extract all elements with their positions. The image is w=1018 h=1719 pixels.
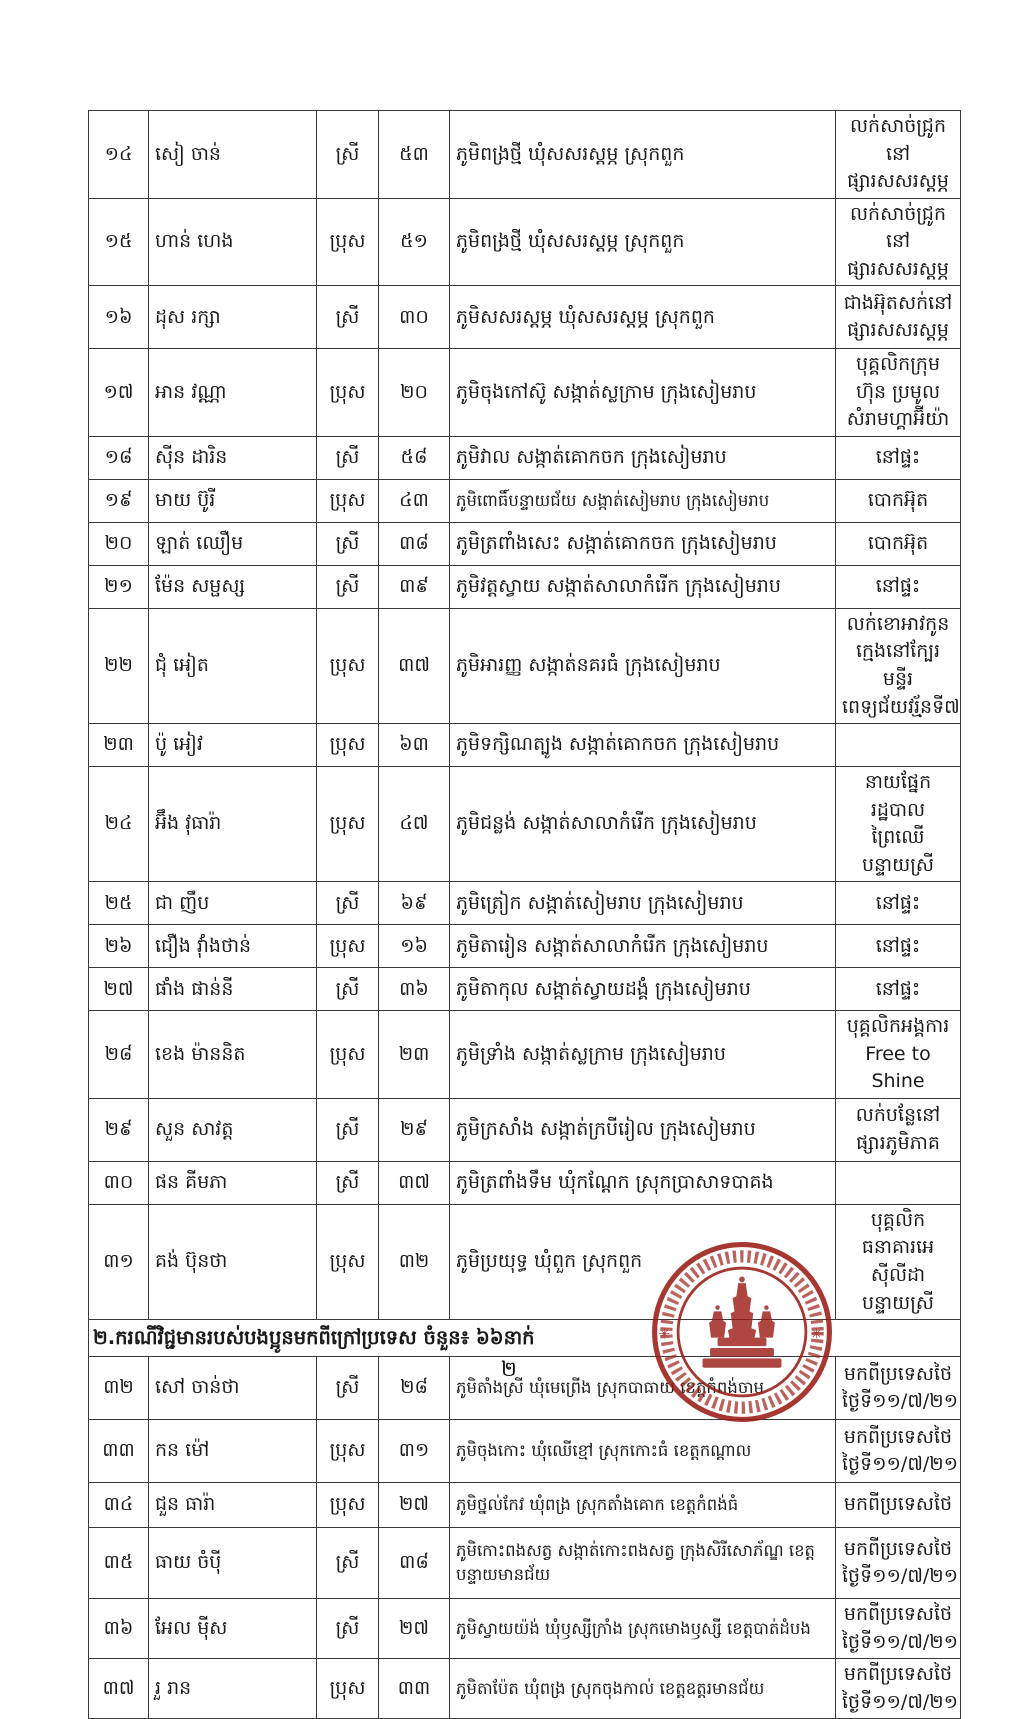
table-row [89,111,961,199]
person-remark: មកពីប្រទេសថៃ ថ្ងៃទី១១/៧/២១ [836,1357,961,1420]
row-number: ៣២ [89,1357,149,1420]
row-number: ២៤ [89,767,149,882]
person-name: សួន សាវត្ត [149,1098,317,1161]
row-number: ១៧ [89,349,149,437]
person-name: ស៊ីន ដារិន [149,436,317,479]
person-name: កន ម៉ៅ [149,1420,317,1483]
person-address: ភូមិពង្រថ្មី ឃុំសសរស្ដម្ភ ស្រុកពួក [450,198,836,286]
table-row [89,1528,961,1599]
person-name: ជឿង វ៉ាំងថាន់ [149,925,317,968]
table-row [89,1659,961,1719]
person-sex: ប្រុស [317,1483,379,1528]
stamp-star-right: ✳ [810,1326,823,1343]
person-sex: ប្រុស [317,1420,379,1483]
person-address: ភូមិត្រៀក សង្កាត់សៀមរាប ក្រុងសៀមរាប [450,882,836,925]
person-address: ភូមិពង្រថ្មី ឃុំសសរស្ដម្ភ ស្រុកពួក [450,111,836,199]
person-age: ៤៧ [379,767,450,882]
row-number: ២៣ [89,724,149,767]
table-row [89,1161,961,1204]
person-age: ៣៨ [379,1528,450,1599]
row-number: ១៩ [89,479,149,522]
table-row [89,1599,961,1659]
row-number: ២២ [89,608,149,723]
table-row [89,608,961,723]
person-address: ភូមិអារញ្ញ សង្កាត់នគរធំ ក្រុងសៀមរាប [450,608,836,723]
person-name: សៅ ចាន់ថា [149,1357,317,1420]
person-age: ២៨ [379,1357,450,1420]
stamp-star-left: ✳ [658,1326,671,1343]
row-number: ៣៤ [89,1483,149,1528]
person-sex: ស្រី [317,1528,379,1599]
person-address: ភូមិក្រសាំង សង្កាត់ក្របីរៀល ក្រុងសៀមរាប [450,1098,836,1161]
section-title: ២.ករណីវិជ្ជមានរបស់បងប្អូនមកពីក្រៅប្រទេស ចំនួន៖ ៦៦នាក់ [89,1320,961,1357]
row-number: ២៩ [89,1098,149,1161]
person-age: ៣៣ [379,1659,450,1719]
person-sex: ស្រី [317,1098,379,1161]
person-name: ដុស រក្សា [149,286,317,349]
person-age: ៣៩ [379,565,450,608]
person-age: ៥៨ [379,436,450,479]
person-remark: នៅផ្ទះ [836,968,961,1011]
person-age: ៣២ [379,1204,450,1319]
table-row [89,479,961,522]
person-sex: ស្រី [317,968,379,1011]
person-name: អាន វណ្ណា [149,349,317,437]
person-remark [836,724,961,767]
row-number: ៣៥ [89,1528,149,1599]
person-remark: នាយផ្នែករដ្ឋបាល ព្រៃឈើបន្ទាយស្រី [836,767,961,882]
person-address: ភូមិត្រពាំងទឹម ឃុំកណ្ដែក ស្រុកប្រាសាទបាគង [450,1161,836,1204]
person-remark: នៅផ្ទះ [836,436,961,479]
row-number: ២៧ [89,968,149,1011]
row-number: ១៦ [89,286,149,349]
table-row [89,1483,961,1528]
person-name: មាយ ប៊ូរី [149,479,317,522]
row-number: ១៥ [89,198,149,286]
person-remark [836,1161,961,1204]
person-sex: ស្រី [317,522,379,565]
person-remark: បោកអ៊ុត [836,522,961,565]
table-row [89,522,961,565]
person-name: អ៊ឹង វុធារ៉ា [149,767,317,882]
person-age: ៦៣ [379,724,450,767]
person-age: ២០ [379,349,450,437]
table-row [89,1420,961,1483]
person-name: ហាន់ ហេង [149,198,317,286]
person-address: ភូមិទក្សិណត្បូង សង្កាត់គោកចក ក្រុងសៀមរាប [450,724,836,767]
person-sex: ប្រុស [317,724,379,767]
section-header-row [89,1320,961,1357]
person-address: ភូមិចុងកោះ ឃុំឈើខ្មៅ ស្រុកកោះធំ ខេត្តកណ្ដាល [450,1420,836,1483]
person-address: ភូមិតារៀន សង្កាត់សាលាកំរើក ក្រុងសៀមរាប [450,925,836,968]
row-number: ២១ [89,565,149,608]
person-remark: មកពីប្រទេសថៃ [836,1483,961,1528]
person-age: ២៣ [379,1011,450,1099]
person-sex: ប្រុស [317,608,379,723]
person-name: ផាំង ផាន់នី [149,968,317,1011]
person-name: ផន គីមភា [149,1161,317,1204]
person-age: ២៩ [379,1098,450,1161]
person-address: ភូមិថ្នល់កែវ ឃុំពង្រ ស្រុកតាំងគោក ខេត្តកំពង់ធំ [450,1483,836,1528]
person-sex: ស្រី [317,1599,379,1659]
person-address: ភូមិត្រពាំងសេះ សង្កាត់គោកចក ក្រុងសៀមរាប [450,522,836,565]
table-row [89,724,961,767]
person-name: ជួន ធារ៉ា [149,1483,317,1528]
person-name: ជុំ អៀត [149,608,317,723]
row-number: ១៤ [89,111,149,199]
table-row [89,1011,961,1099]
person-name: ធាយ ចំប៉ី [149,1528,317,1599]
person-age: ៥១ [379,198,450,286]
person-age: ៣៧ [379,608,450,723]
person-name: គង់ ប៊ុនថា [149,1204,317,1319]
person-remark: បោកអ៊ុត [836,479,961,522]
person-remark: លក់សាច់ជ្រូកនៅ ផ្សារសសរស្ដម្ភ [836,111,961,199]
person-remark: នៅផ្ទះ [836,925,961,968]
person-remark: នៅផ្ទះ [836,882,961,925]
person-age: ៣៦ [379,968,450,1011]
person-remark: លក់ខោអាវកូន ក្មេងនៅក្បែរមន្ទីរ ពេទ្យជ័យវរ្ម័នទី៧ [836,608,961,723]
row-number: ២៦ [89,925,149,968]
table-row [89,198,961,286]
table-row [89,968,961,1011]
table-row [89,565,961,608]
row-number: ៣០ [89,1161,149,1204]
person-address: ភូមិស្វាយយ៉ង់ ឃុំឫស្សីក្រាំង ស្រុកមោងឫស្សី ខេត្តបាត់ដំបង [450,1599,836,1659]
person-name: ប៉ូ អៀវ [149,724,317,767]
person-sex: ប្រុស [317,198,379,286]
person-sex: ប្រុស [317,767,379,882]
table-row [89,767,961,882]
person-name: សៀ ចាន់ [149,111,317,199]
person-sex: ស្រី [317,882,379,925]
person-sex: ស្រី [317,1161,379,1204]
person-address: ភូមិចុងកៅស៊ូ សង្កាត់ស្លក្រាម ក្រុងសៀមរាប [450,349,836,437]
person-address: ភូមិប្រយុទ្ធ ឃុំពួក ស្រុកពួក [450,1204,836,1319]
person-age: ៣១ [379,1420,450,1483]
person-age: ៤៣ [379,479,450,522]
row-number: ២០ [89,522,149,565]
person-remark: លក់សាច់ជ្រូកនៅ ផ្សារសសរស្ដម្ភ [836,198,961,286]
page-number: ២ [501,1357,517,1381]
row-number: ២៨ [89,1011,149,1099]
person-address: ភូមិវត្តស្វាយ សង្កាត់សាលាកំរើក ក្រុងសៀមរាប [450,565,836,608]
person-remark: បុគ្គលិកអង្គការ Free to Shine [836,1011,961,1099]
case-roster-table [88,110,961,1719]
person-age: ២៧ [379,1599,450,1659]
person-remark: មកពីប្រទេសថៃ ថ្ងៃទី១១/៧/២១ [836,1599,961,1659]
person-remark: នៅផ្ទះ [836,565,961,608]
row-number: ២៥ [89,882,149,925]
person-address: ភូមិតាប៉ែត ឃុំពង្រ ស្រុកចុងកាល់ ខេត្តឧត្ដរមានជ័យ [450,1659,836,1719]
person-sex: ប្រុស [317,1011,379,1099]
person-age: ៥៣ [379,111,450,199]
person-remark: មកពីប្រទេសថៃ ថ្ងៃទី១១/៧/២១ [836,1528,961,1599]
row-number: ៣៣ [89,1420,149,1483]
person-sex: ប្រុស [317,479,379,522]
person-address: ភូមិតាំងស្រី ឃុំមេព្រើង ស្រុកបាធាយ ខេត្តកំពង់ចាម [450,1357,836,1420]
person-name: រួ រាន [149,1659,317,1719]
person-age: ២៧ [379,1483,450,1528]
person-sex: ស្រី [317,1357,379,1420]
person-remark: បុគ្គលិកធនាគារអេ ស៊ីលីដាបន្ទាយស្រី [836,1204,961,1319]
person-age: ៣០ [379,286,450,349]
person-sex: ប្រុស [317,925,379,968]
row-number: ៣៦ [89,1599,149,1659]
person-remark: ជាងអ៊ុតសក់នៅ ផ្សារសសរស្ដម្ភ [836,286,961,349]
person-age: ៣៧ [379,1161,450,1204]
row-number: ៣៧ [89,1659,149,1719]
person-address: ភូមិជន្លង់ សង្កាត់សាលាកំរើក ក្រុងសៀមរាប [450,767,836,882]
table-row [89,349,961,437]
person-sex: ប្រុស [317,349,379,437]
person-address: ភូមិវាល សង្កាត់គោកចក ក្រុងសៀមរាប [450,436,836,479]
person-remark: លក់បន្លែនៅ ផ្សារភូមិភាគ [836,1098,961,1161]
row-number: ១៨ [89,436,149,479]
person-address: ភូមិតាកុល សង្កាត់ស្វាយដង្គំ ក្រុងសៀមរាប [450,968,836,1011]
person-remark: មកពីប្រទេសថៃ ថ្ងៃទី១១/៧/២១ [836,1420,961,1483]
table-row [89,1098,961,1161]
table-row [89,436,961,479]
table-row [89,882,961,925]
person-age: ៣៨ [379,522,450,565]
person-sex: ស្រី [317,436,379,479]
table-row [89,1204,961,1319]
person-name: ឡាត់ ឈឿម [149,522,317,565]
person-age: ៦៩ [379,882,450,925]
person-address: ភូមិពោធិ៍បន្ទាយជ័យ សង្កាត់សៀមរាប ក្រុងសៀមរាប [450,479,836,522]
person-sex: ស្រី [317,286,379,349]
table-row [89,286,961,349]
person-sex: ប្រុស [317,1204,379,1319]
person-address: ភូមិសសរស្ដម្ភ ឃុំសសរស្ដម្ភ ស្រុកពួក [450,286,836,349]
person-age: ១៦ [379,925,450,968]
person-address: ភូមិទ្រាំង សង្កាត់ស្លក្រាម ក្រុងសៀមរាប [450,1011,836,1099]
person-remark: មកពីប្រទេសថៃ ថ្ងៃទី១១/៧/២១ [836,1659,961,1719]
person-address: ភូមិកោះពងសត្វ សង្កាត់កោះពងសត្វ ក្រុងសិរីសោភ័ណ្ឌ ខេត្តបន្ទាយមានជ័យ [450,1528,836,1599]
person-name: ខេង ម៉ាននិត [149,1011,317,1099]
person-name: អែល មុីស [149,1599,317,1659]
person-name: ម៉ែន សម្ផស្ស [149,565,317,608]
person-name: ជា ញឹប [149,882,317,925]
row-number: ៣១ [89,1204,149,1319]
person-remark: បុគ្គលិកក្រុមហ៊ុន ប្រមូលសំរាមហ្គាអ៊ីយ៉ា [836,349,961,437]
person-sex: ប្រុស [317,1659,379,1719]
person-sex: ស្រី [317,565,379,608]
person-sex: ស្រី [317,111,379,199]
table-row [89,925,961,968]
